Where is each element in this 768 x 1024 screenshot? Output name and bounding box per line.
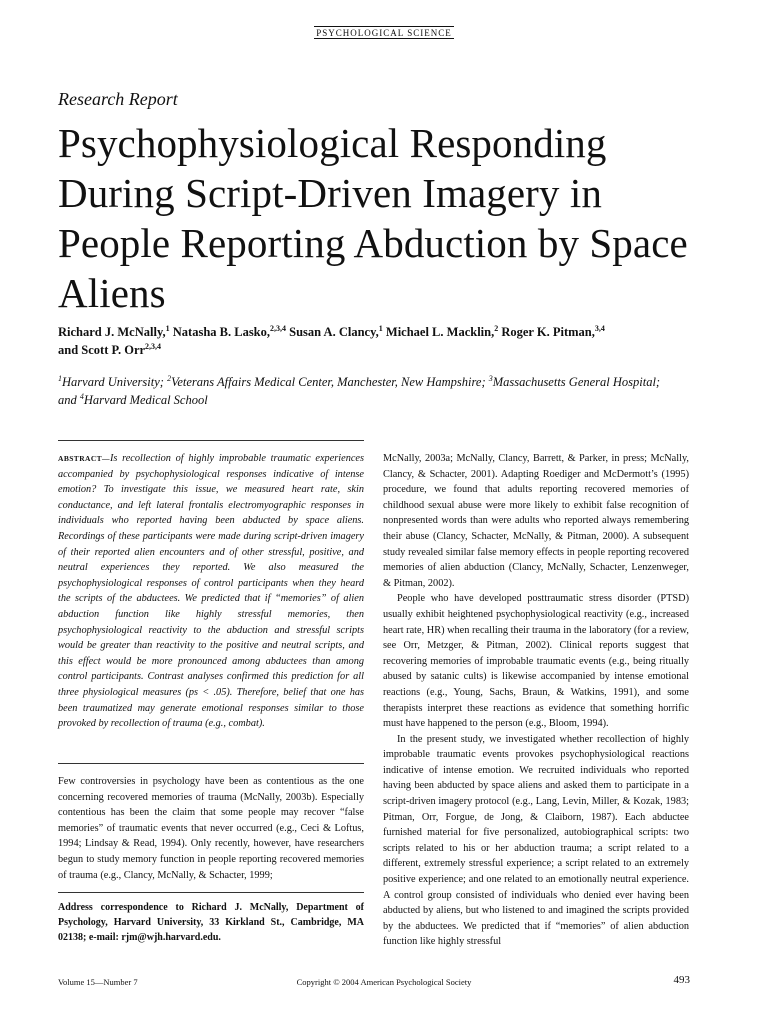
abstract [58,451,364,732]
right-column [383,451,689,950]
affil-sup: 3 [488,373,493,383]
intro-paragraph: Few controversies in psychology have been as contentious as the one concerning recovered memories of trauma (McNally, 2003b). Especially contentious has been the claim that some people may recover “false memories” of traumatic events that never occurred (e.g., Ceci & Loftus, 1994; Lindsay & Read, 1994). Only recently, however, have researchers begun to study memory function in people reporting recovered memories of trauma (e.g., Clancy, McNally, & Schacter, 1999; [58,776,364,881]
abstract-top-rule [58,440,364,441]
abstract-label: ABSTRACT— [58,454,110,463]
running-head [0,23,768,41]
affil-sup: 1 [58,373,62,383]
affil-text: Massachusetts General Hospital; [492,375,661,389]
affil-text: Harvard University; [62,375,168,389]
body-paragraph: People who have developed posttraumatic stress disorder (PTSD) usually exhibit heightened psychophysiological reactivity (e.g., increased heart rate, HR) when recalling their trauma in the laboratory (for a review, see Orr, Metzger, & Pitman, 2002). Clinical reports suggest that recovering memories of improbable traumatic events (e.g., being ritually abused by satanic cults) is likewise accompanied by intense emotional reactions (e.g., Young, Sachs, Braun, & Watkins, 1991), and some therapists interpret these reactions as evidence that something horrific must have happened to the person (e.g., Bloom, 1994). [383,593,689,730]
affiliations [58,373,718,409]
author-list [58,323,718,359]
affil-sup: 4 [79,391,84,401]
author-name: Natasha B. Lasko, [172,325,271,339]
author-affil-sup: 3,4 [594,323,605,333]
journal-name: PSYCHOLOGICAL SCIENCE [316,28,452,38]
page-number: 493 [673,974,690,986]
article-type: Research Report [58,89,178,109]
author-name: Susan A. Clancy, [289,325,379,339]
copyright-notice: Copyright © 2004 American Psychological Society [296,977,472,987]
abstract-text: Is recollection of highly improbable traumatic experiences accompanied by psychophysiological responses indicative of intense emotion? To investigate this issue, we measured heart rate, skin conductance, and left lateral frontalis electromyographic responses in individuals who reported having been abducted by space aliens. Recordings of these participants were made during script-driven imagery of their reported alien encounters and of other stressful, positive, and neutral experiences they reported. We also measured the psychophysiological responses of control participants when they heard the scripts of the abductees. We predicted that if “memories” of alien abduction function like highly stressful memories, then psychophysiological reactivity to the abduction and stressful scripts would be greater than reactivity to the positive and neutral scripts, and this effect would be more pronounced among abductees than among control participants. Contrast analyses confirmed this prediction for all three physiological measures (ps < .05). Therefore, belief that one has been traumatized may generate emotional responses similar to those provoked by recollection of trauma (e.g., combat). [58,453,364,730]
affil-sup: 2 [167,373,172,383]
body-paragraph: In the present study, we investigated whether recollection of highly improbable traumatic events provokes psychophysiological reactions indicative of intense emotion. We recruited individuals who reported having been abducted by space aliens and asked them to participate in a script-driven imagery protocol (e.g., Lang, Levin, Miller, & Kozak, 1983; Pitman, Orr, Forgue, de Jong, & Claiborn, 1987). Each abductee furnished material for five personalized, autobiographical scripts: two scripts related to his or her abduction trauma; a script related to a different, extremely stressful experience; a script related to an extremely positive experience; and one related to an emotionally neutral experience. A control group consisted of individuals who denied ever having been abducted by aliens, but who listened to and imagined the scripts provided by the abductees. We predicted that if “memories” of alien abduction function like highly stressful [383,733,689,948]
author-affil-sup: 2,3,4 [270,323,287,333]
abstract-bottom-rule [58,763,364,764]
author-name: and Scott P. Orr [58,343,146,357]
author-affil-sup: 1 [165,323,170,333]
body-paragraph: McNally, 2003a; McNally, Clancy, Barrett, & Parker, in press; McNally, Clancy, & Schacter, 2001). Adapting Roediger and McDermott’s (1995) procedure, we found that adults reporting recovered memories of childhood sexual abuse were more likely to exhibit false recognition of nonpresented words than were adults who reported always remembering their abuse (Clancy, Schacter, McNally, & Pitman, 2000). A subsequent study revealed similar false memory effects in people reporting recovered memories of alien abduction (Clancy, McNally, Schacter, Lenzenweger, & Pitman, 2002). [383,453,689,589]
author-name: Roger K. Pitman, [501,325,595,339]
author-affil-sup: 2 [494,323,499,333]
article-title: Psychophysiological Responding During Script-Driven Imagery in People Reporting Abduction by Space Aliens [58,120,688,316]
author-affil-sup: 2,3,4 [145,341,162,351]
author-affil-sup: 1 [378,323,383,333]
author-name: Michael L. Macklin, [385,325,495,339]
affil-prefix: and [58,393,80,407]
affil-text: Harvard Medical School [83,393,208,407]
footnote-rule [58,892,364,893]
affil-text: Veterans Affairs Medical Center, Manchester, New Hampshire; [171,375,489,389]
author-name: Richard J. McNally, [58,325,166,339]
volume-number: Volume 15—Number 7 [58,977,138,987]
correspondence-note: Address correspondence to Richard J. McNally, Department of Psychology, Harvard University, 33 Kirkland St., Cambridge, MA 02138; e-mail: rjm@wjh.harvard.edu. [58,902,364,943]
